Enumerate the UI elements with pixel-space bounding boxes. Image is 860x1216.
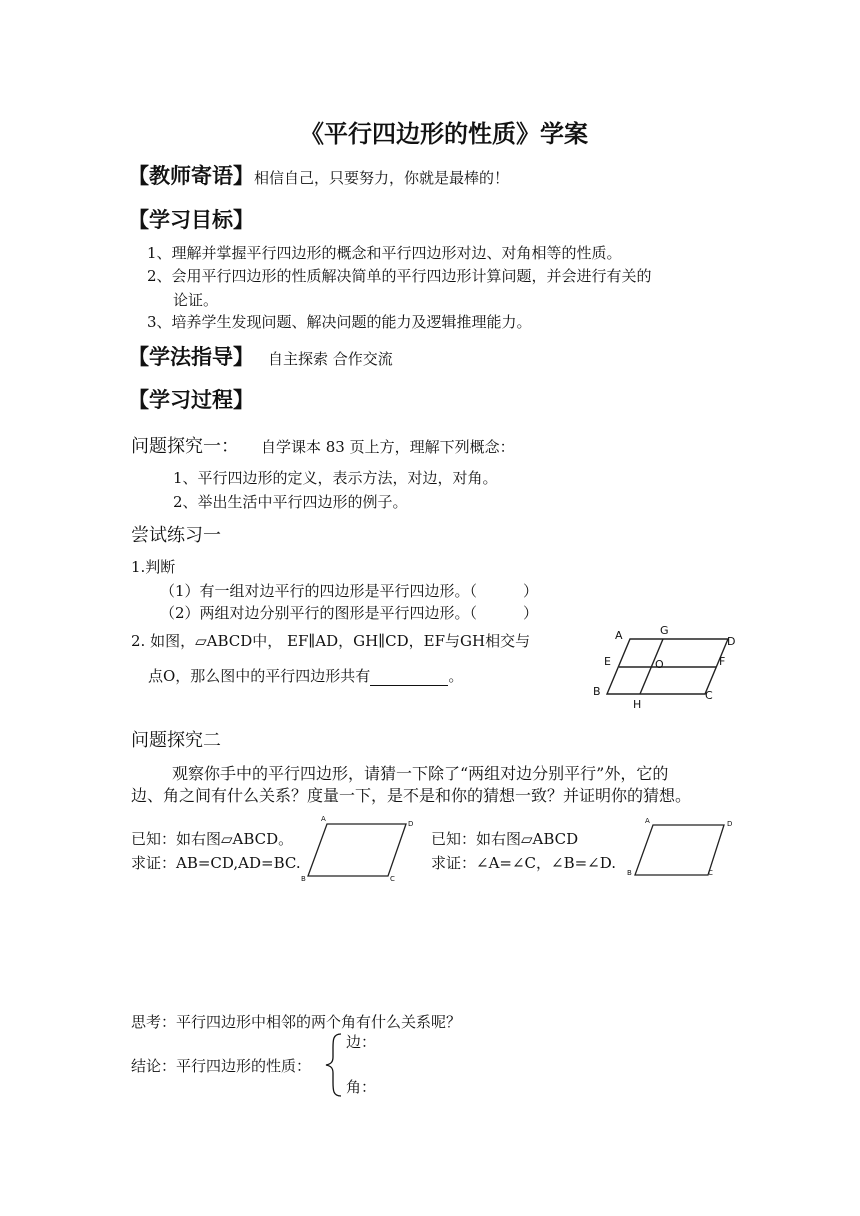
goal-item-3: 3、培养学生发现问题、解决问题的能力及逻辑推理能力。: [147, 313, 532, 331]
judge-question-2-close: ）: [523, 604, 539, 622]
prove-left: 求证：AB=CD,AD=BC.: [131, 854, 301, 872]
label-d: D: [727, 635, 736, 648]
label-a: A: [615, 629, 623, 642]
left-label-d: D: [408, 820, 414, 828]
judge-question-2-text: （2）两组对边分别平行的图形是平行四边形。（: [160, 604, 478, 622]
inquiry-1-item-2: 2、举出生活中平行四边形的例子。: [173, 493, 408, 511]
page-title: 《平行四边形的性质》学案: [300, 120, 588, 148]
question-2-line-2-text: 点O，那么图中的平行四边形共有: [148, 667, 371, 685]
teacher-words: [128, 160, 509, 190]
inquiry-2-para-line-2: 边、角之间有什么关系？度量一下，是不是和你的猜想一致？并证明你的猜想。: [131, 786, 692, 805]
question-2-line-2-end: 。: [448, 667, 464, 685]
teacher-words-text: 相信自己，只要努力，你就是最棒的！: [254, 169, 510, 187]
question-2-line-2: [148, 665, 463, 686]
judge-question-1: [160, 580, 538, 601]
teacher-words-heading: 【教师寄语】: [128, 164, 254, 188]
label-b: B: [593, 685, 601, 698]
method-heading: 【学法指导】: [128, 345, 254, 369]
left-label-c: C: [390, 875, 395, 883]
goal-item-1: 1、理解并掌握平行四边形的概念和平行四边形对边、对角相等的性质。: [147, 244, 622, 262]
inquiry-2-para-line-1: 观察你手中的平行四边形，请猜一下除了“两组对边分别平行”外，它的: [172, 764, 669, 783]
inquiry-1-text: 自学课本 83 页上方，理解下列概念：: [261, 438, 515, 456]
right-label-d: D: [727, 820, 733, 828]
known-left: 已知：如右图▱ABCD。: [131, 830, 294, 848]
conclusion-angle: 角：: [346, 1078, 377, 1096]
goals-heading: 【学习目标】: [128, 208, 254, 232]
conclusion-label: 结论：平行四边形的性质：: [131, 1057, 312, 1075]
judge-question-2: [160, 602, 538, 623]
left-label-a: A: [321, 815, 326, 823]
left-label-b: B: [301, 875, 306, 883]
brace-icon: [322, 1030, 346, 1100]
inquiry-2-heading: 问题探究二: [131, 730, 221, 751]
answer-blank: [370, 669, 448, 686]
parallelogram-figure-efgh: [585, 622, 745, 710]
parallelogram-figure-left: [296, 814, 418, 884]
known-right: 已知：如右图▱ABCD: [431, 830, 579, 848]
practice-1-heading: 尝试练习一: [131, 525, 221, 546]
label-c: C: [705, 689, 713, 702]
inquiry-1-label: 问题探究一：: [131, 436, 239, 457]
inquiry-1: [131, 432, 515, 458]
parallelogram-figure-right: [624, 814, 770, 884]
parallelogram-right: [635, 825, 724, 875]
right-label-b: B: [627, 869, 632, 877]
prove-right: 求证：∠A=∠C，∠B=∠D.: [431, 854, 617, 872]
judge-label: 1.判断: [131, 558, 176, 576]
goal-item-2-line1: 2、会用平行四边形的性质解决简单的平行四边形计算问题，并会进行有关的: [147, 267, 652, 285]
inquiry-1-item-1: 1、平行四边形的定义，表示方法，对边，对角。: [173, 469, 498, 487]
judge-question-1-text: （1）有一组对边平行的四边形是平行四边形。（: [160, 582, 478, 600]
right-label-c: C: [708, 869, 713, 877]
think-question: 思考：平行四边形中相邻的两个角有什么关系呢？: [131, 1013, 462, 1031]
method: [128, 341, 393, 371]
process-heading: 【学习过程】: [128, 388, 254, 412]
label-g: G: [660, 624, 669, 637]
right-label-a: A: [645, 817, 650, 825]
goal-item-2-line2: 论证。: [173, 291, 219, 309]
label-o: O: [655, 658, 664, 671]
question-2-line-1: 2. 如图，▱ABCD中， EF∥AD，GH∥CD，EF与GH相交与: [131, 632, 531, 650]
judge-question-1-close: ）: [523, 582, 539, 600]
parallelogram-left: [308, 824, 406, 876]
label-f: F: [719, 655, 726, 668]
label-e: E: [604, 655, 611, 668]
label-h: H: [633, 698, 642, 710]
conclusion-side: 边：: [346, 1033, 377, 1051]
method-text: 自主探索 合作交流: [268, 350, 393, 368]
